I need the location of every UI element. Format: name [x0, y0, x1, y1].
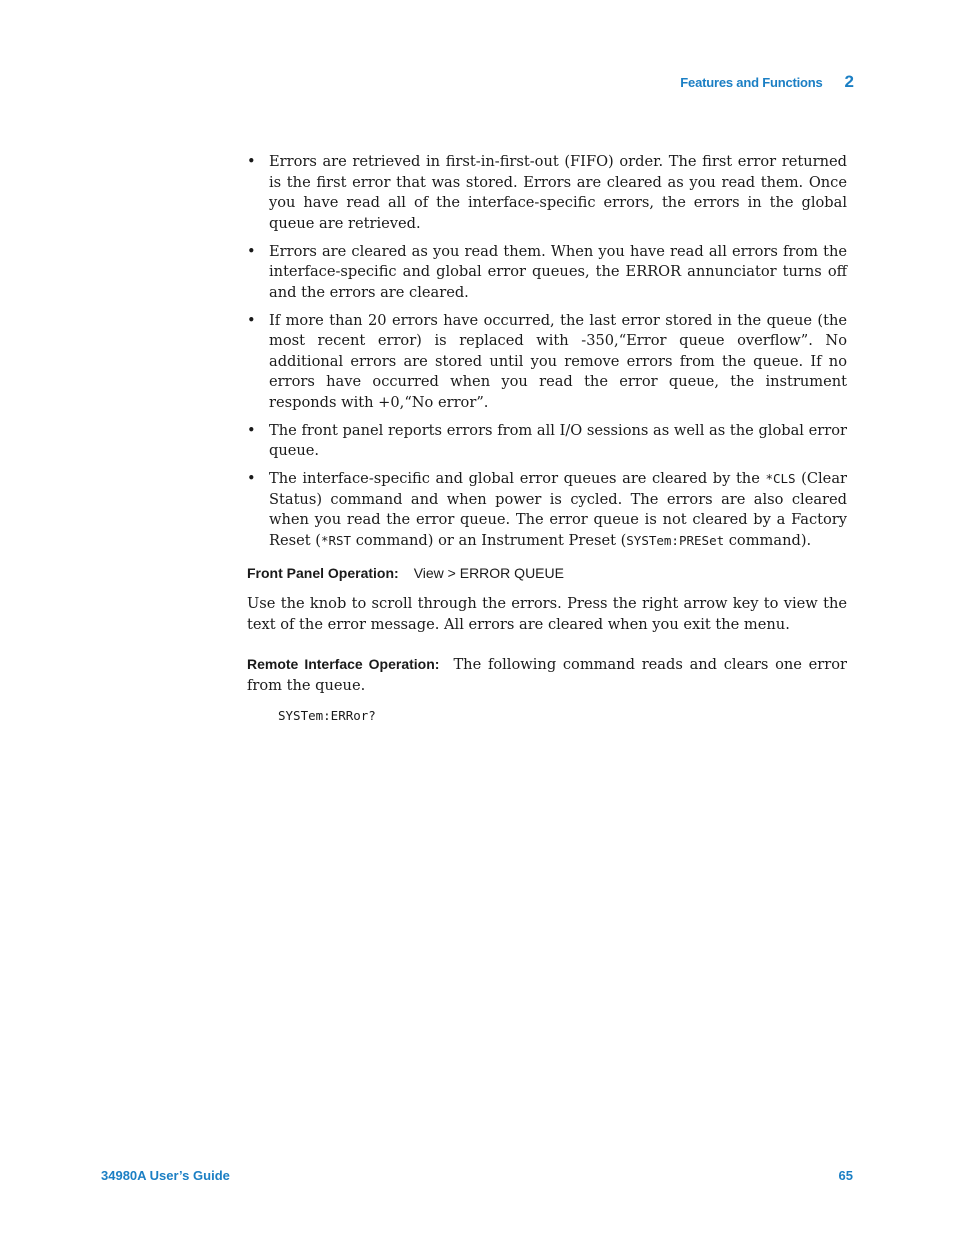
inline-code-cls: *CLS [765, 471, 796, 486]
footer-guide-title: 34980A User’s Guide [101, 1168, 230, 1183]
inline-code-rst: *RST [320, 532, 352, 548]
bullet-icon: • [247, 242, 256, 260]
list-item-text: The interface-specific and global error queues are cleared by the [269, 470, 766, 487]
front-panel-description: Use the knob to scroll through the errors. Press the right arrow key to view the text of the error message. All errors are cleared when you exit the menu. [247, 595, 847, 633]
list-item [247, 152, 847, 234]
list-item-text: If more than 20 errors have occurred, the last error stored in the queue (the most recent error) is replaced with -350,“Error queue overflow”. No additional errors are stored until you remove errors from the queue. If no errors have occurred when you read the error queue, the instrument responds with +0,“No error”. [269, 311, 847, 411]
remote-interface-text: The following command reads and clears one error from the queue. [247, 656, 848, 694]
running-header [680, 72, 854, 92]
list-item [247, 242, 847, 304]
remote-interface-operation [247, 654, 847, 696]
list-item-text: (Clear Status) command and when power is cycled. The errors are also cleared when you read the error queue. The error queue is not cleared by a Factory Reset ( [269, 470, 847, 549]
remote-interface-label: Remote Interface Operation: [247, 656, 440, 672]
bullet-icon: • [247, 311, 256, 329]
list-item-text: The front panel reports errors from all I/O sessions as well as the global error queue. [269, 421, 847, 459]
header-chapter-number: 2 [844, 72, 854, 91]
command-example: SYSTem:ERRor? [278, 708, 376, 723]
main-content [247, 152, 847, 723]
list-item-text: command) or an Instrument Preset ( [351, 531, 627, 549]
error-bullet-list [247, 152, 847, 551]
list-item-text: command). [724, 531, 812, 549]
front-panel-menu-path: View > ERROR QUEUE [413, 565, 564, 581]
bullet-icon: • [247, 153, 256, 170]
list-item-text: Errors are cleared as you read them. When you have read all errors from the interface-specific and global error queues, the ERROR annunciator turns off and the errors are cleared. [269, 242, 847, 301]
header-section-title: Features and Functions [680, 75, 823, 90]
front-panel-operation [247, 565, 847, 582]
bullet-icon: • [247, 421, 256, 439]
list-item-text: Errors are retrieved in first-in-first-out (FIFO) order. The first error returned is the first error that was stored. Errors are cleared as you read them. Once you have read all of the interface-specific errors, the errors in the global queue are retrieved. [269, 153, 847, 232]
front-panel-label: Front Panel Operation: [247, 565, 399, 581]
footer-page-number: 65 [838, 1168, 853, 1183]
bullet-icon: • [247, 470, 256, 487]
list-item [247, 421, 847, 462]
list-item [247, 469, 847, 551]
inline-code-preset: SYSTem:PRESet [626, 532, 725, 548]
list-item [247, 311, 847, 414]
